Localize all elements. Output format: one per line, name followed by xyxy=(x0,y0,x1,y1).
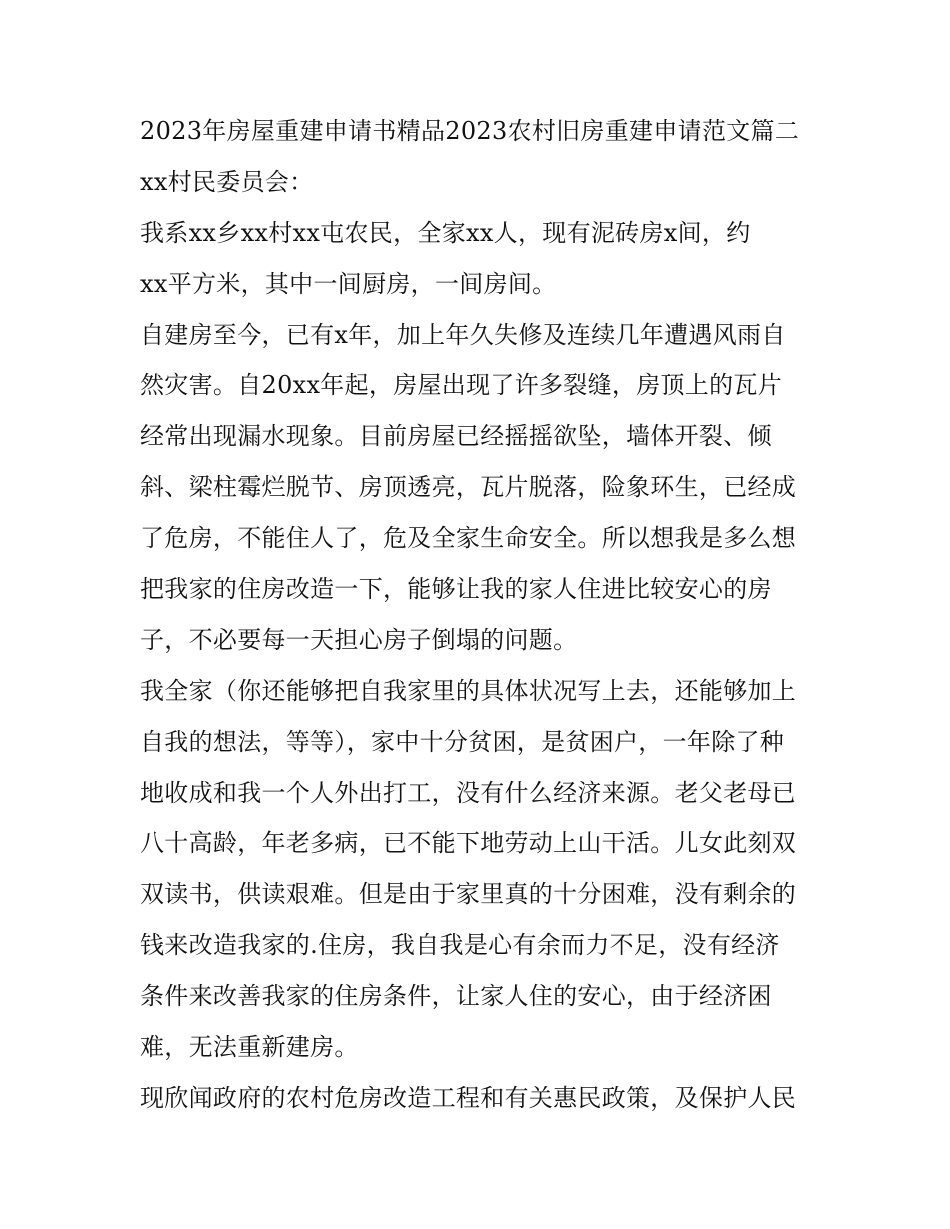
text-line: 经常出现漏水现象。目前房屋已经摇摇欲坠，墙体开裂、倾 xyxy=(140,422,772,451)
salutation: xx村民委员会： xyxy=(140,167,314,196)
text-line: 双读书，供读艰难。但是由于家里真的十分困难，没有剩余的 xyxy=(140,880,797,909)
text-line: 自我的想法，等等），家中十分贫困，是贫困户，一年除了种 xyxy=(140,727,785,756)
text-line: 现欣闻政府的农村危房改造工程和有关惠民政策，及保护人民 xyxy=(140,1083,797,1112)
text-line: xx平方米，其中一间厨房，一间房间。 xyxy=(140,269,557,298)
document-body xyxy=(140,106,820,1124)
text-line: 把我家的住房改造一下，能够让我的家人住进比较安心的房 xyxy=(140,575,772,604)
text-line: 子，不必要每一天担心房子倒塌的问题。 xyxy=(140,625,578,654)
text-line: 了危房，不能住人了，危及全家生命安全。所以想我是多么想 xyxy=(140,524,797,553)
text-line: 我系xx乡xx村xx屯农民，全家xx人，现有泥砖房x间，约 xyxy=(140,218,751,247)
text-line: 钱来改造我家的.住房，我自我是心有余而力不足，没有经济 xyxy=(140,931,780,960)
document-title: 2023年房屋重建申请书精品2023农村旧房重建申请范文篇二 xyxy=(140,117,800,145)
text-line: 条件来改善我家的住房条件，让家人住的安心，由于经济困 xyxy=(140,982,772,1011)
text-line: 八十高龄，年老多病，已不能下地劳动上山干活。儿女此刻双 xyxy=(140,829,797,858)
text-line: 难，无法重新建房。 xyxy=(140,1033,359,1062)
text-line: 自建房至今，已有x年，加上年久失修及连续几年遭遇风雨自 xyxy=(140,320,786,349)
text-line: 我全家（你还能够把自我家里的具体状况写上去，还能够加上 xyxy=(140,676,797,705)
text-line: 斜、梁柱霉烂脱节、房顶透亮，瓦片脱落，险象环生，已经成 xyxy=(140,473,797,502)
text-line: 然灾害。自20xx年起，房屋出现了许多裂缝，房顶上的瓦片 xyxy=(140,371,783,400)
text-line: 地收成和我一个人外出打工，没有什么经济来源。老父老母已 xyxy=(140,778,797,807)
